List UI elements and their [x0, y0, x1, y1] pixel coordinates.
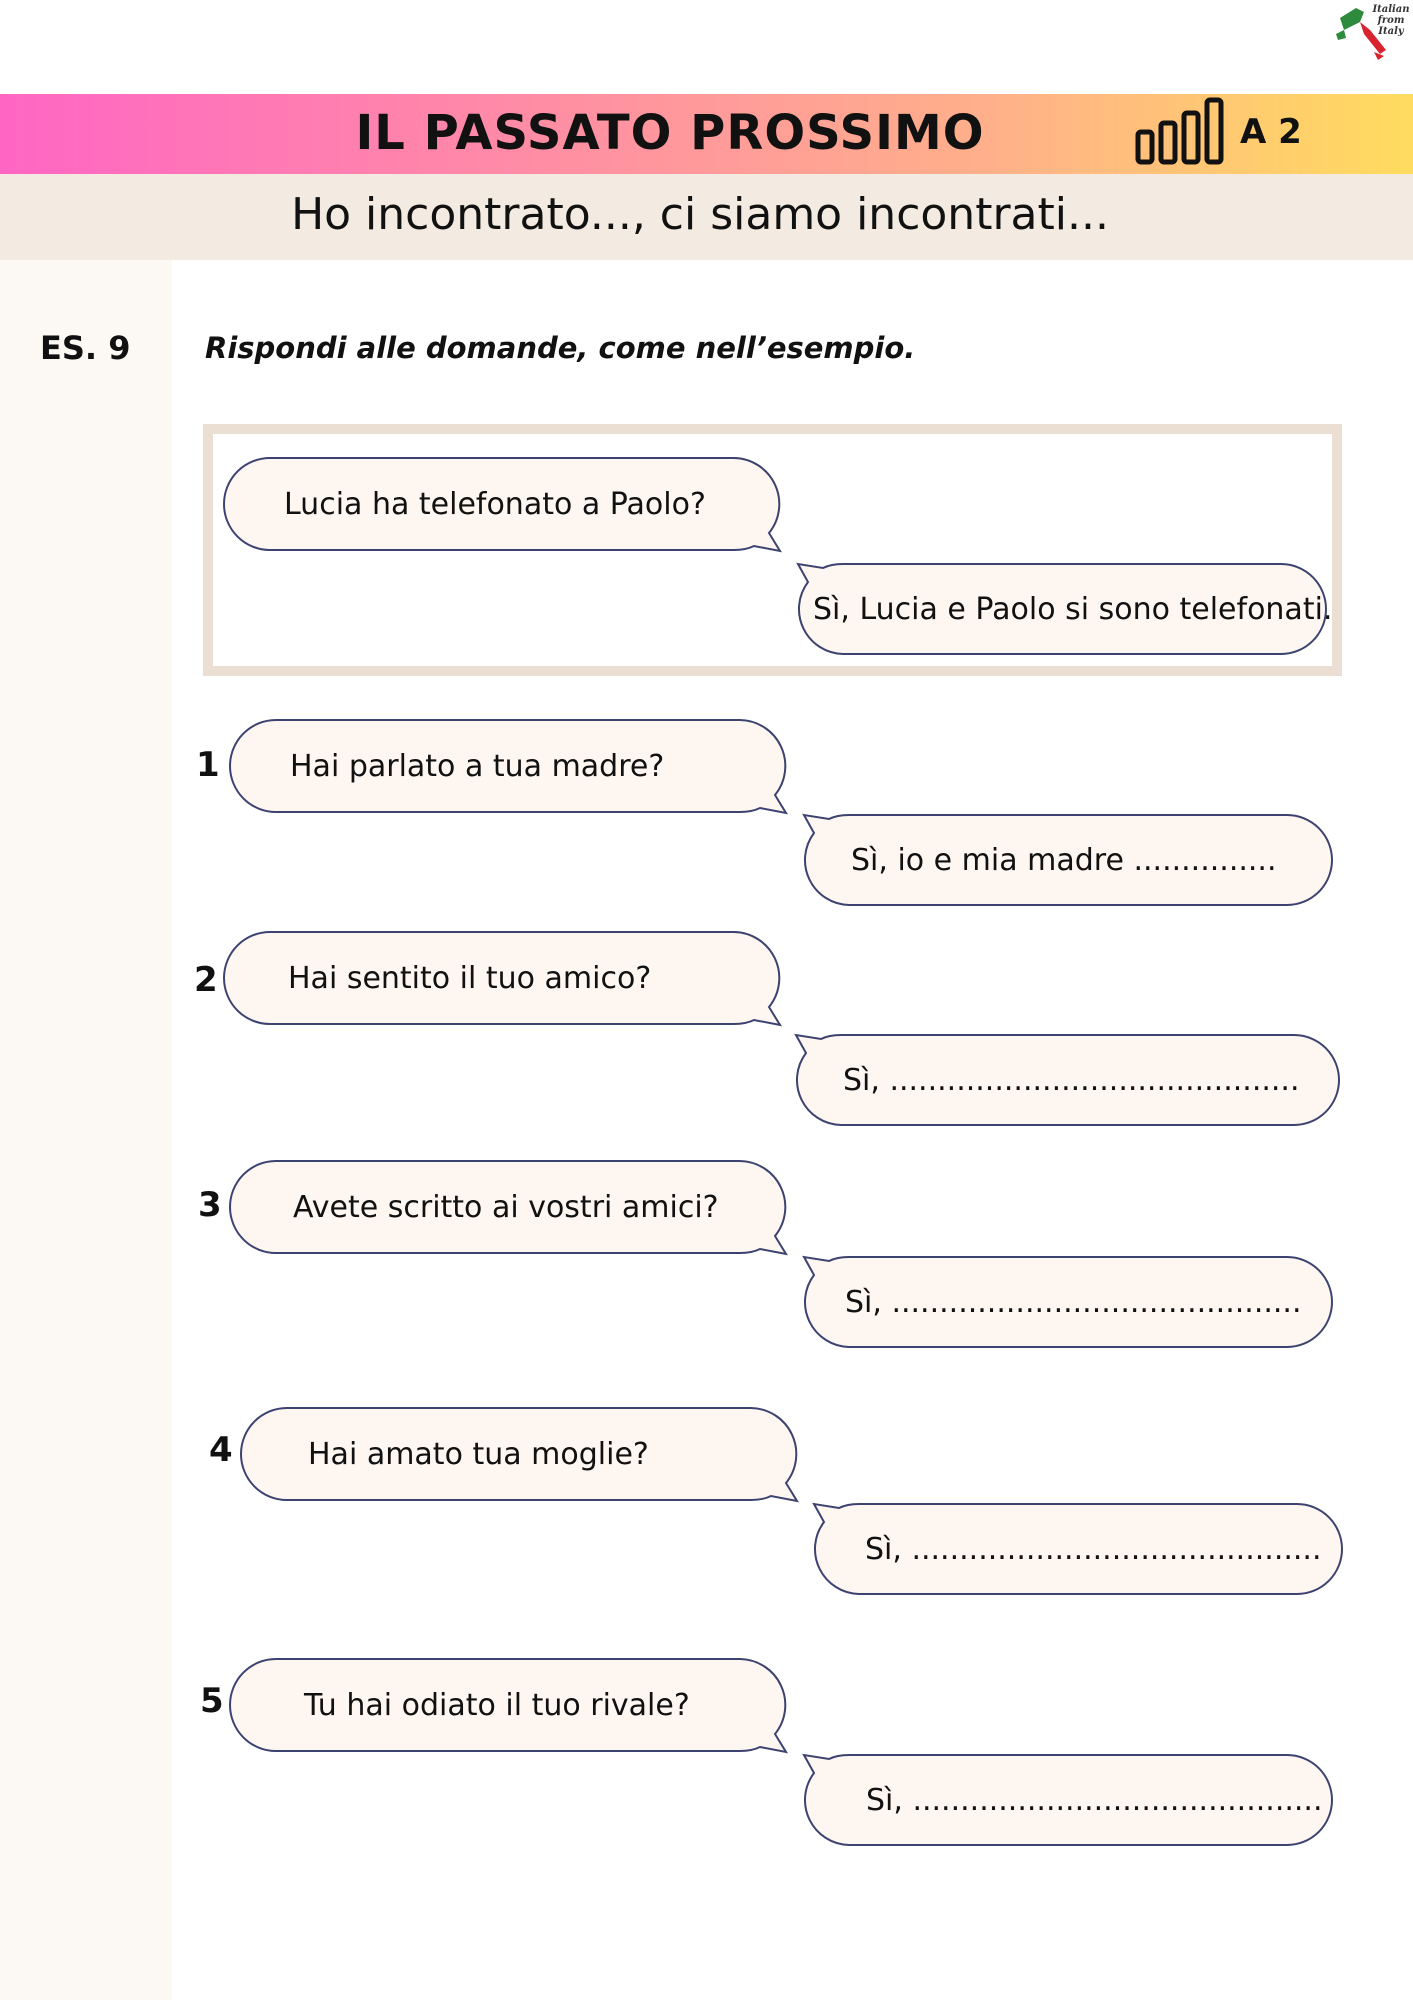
question-bubble: [230, 719, 786, 813]
answer-blank[interactable]: Sì, ...........................................: [865, 1531, 1322, 1567]
item-number: 1: [196, 745, 220, 785]
answer-bubble[interactable]: [803, 1754, 1333, 1846]
question-text: Hai sentito il tuo amico?: [288, 960, 652, 996]
example-answer-text: Sì, Lucia e Paolo si sono telefonati.: [813, 591, 1333, 627]
example-answer-bubble: [797, 563, 1333, 655]
level-label: A 2: [1240, 112, 1302, 152]
answer-bubble[interactable]: [795, 1034, 1340, 1126]
question-bubble: [230, 1658, 786, 1752]
side-strip: [0, 260, 172, 2000]
question-bubble: [241, 1407, 797, 1501]
page-subtitle: Ho incontrato..., ci siamo incontrati...: [291, 189, 1109, 240]
question-bubble: [224, 931, 780, 1025]
exercise-number: ES. 9: [40, 329, 131, 367]
item-number: 3: [198, 1185, 222, 1225]
page-title: IL PASSATO PROSSIMO: [355, 105, 985, 161]
question-text: Hai amato tua moglie?: [308, 1436, 649, 1472]
example-question-bubble: [224, 457, 780, 551]
answer-bubble[interactable]: [813, 1503, 1343, 1595]
answer-blank[interactable]: Sì, io e mia madre ...............: [851, 842, 1277, 878]
item-number: 5: [200, 1681, 224, 1721]
example-question-text: Lucia ha telefonato a Paolo?: [284, 486, 706, 522]
answer-blank[interactable]: Sì, ...........................................: [866, 1782, 1323, 1818]
level-bars-icon: [1135, 96, 1227, 168]
answer-blank[interactable]: Sì, ...........................................: [845, 1284, 1302, 1320]
answer-bubble[interactable]: [803, 1256, 1333, 1348]
answer-blank[interactable]: Sì, ...........................................: [843, 1062, 1300, 1098]
logo-text: Italian from Italy: [1372, 4, 1410, 37]
question-text: Tu hai odiato il tuo rivale?: [304, 1687, 690, 1723]
exercise-instruction: Rispondi alle domande, come nell’esempio.: [205, 331, 916, 365]
question-text: Avete scritto ai vostri amici?: [293, 1189, 719, 1225]
question-bubble: [230, 1160, 786, 1254]
item-number: 2: [194, 960, 218, 1000]
question-text: Hai parlato a tua madre?: [290, 748, 665, 784]
answer-bubble[interactable]: [803, 814, 1333, 906]
item-number: 4: [209, 1430, 233, 1470]
